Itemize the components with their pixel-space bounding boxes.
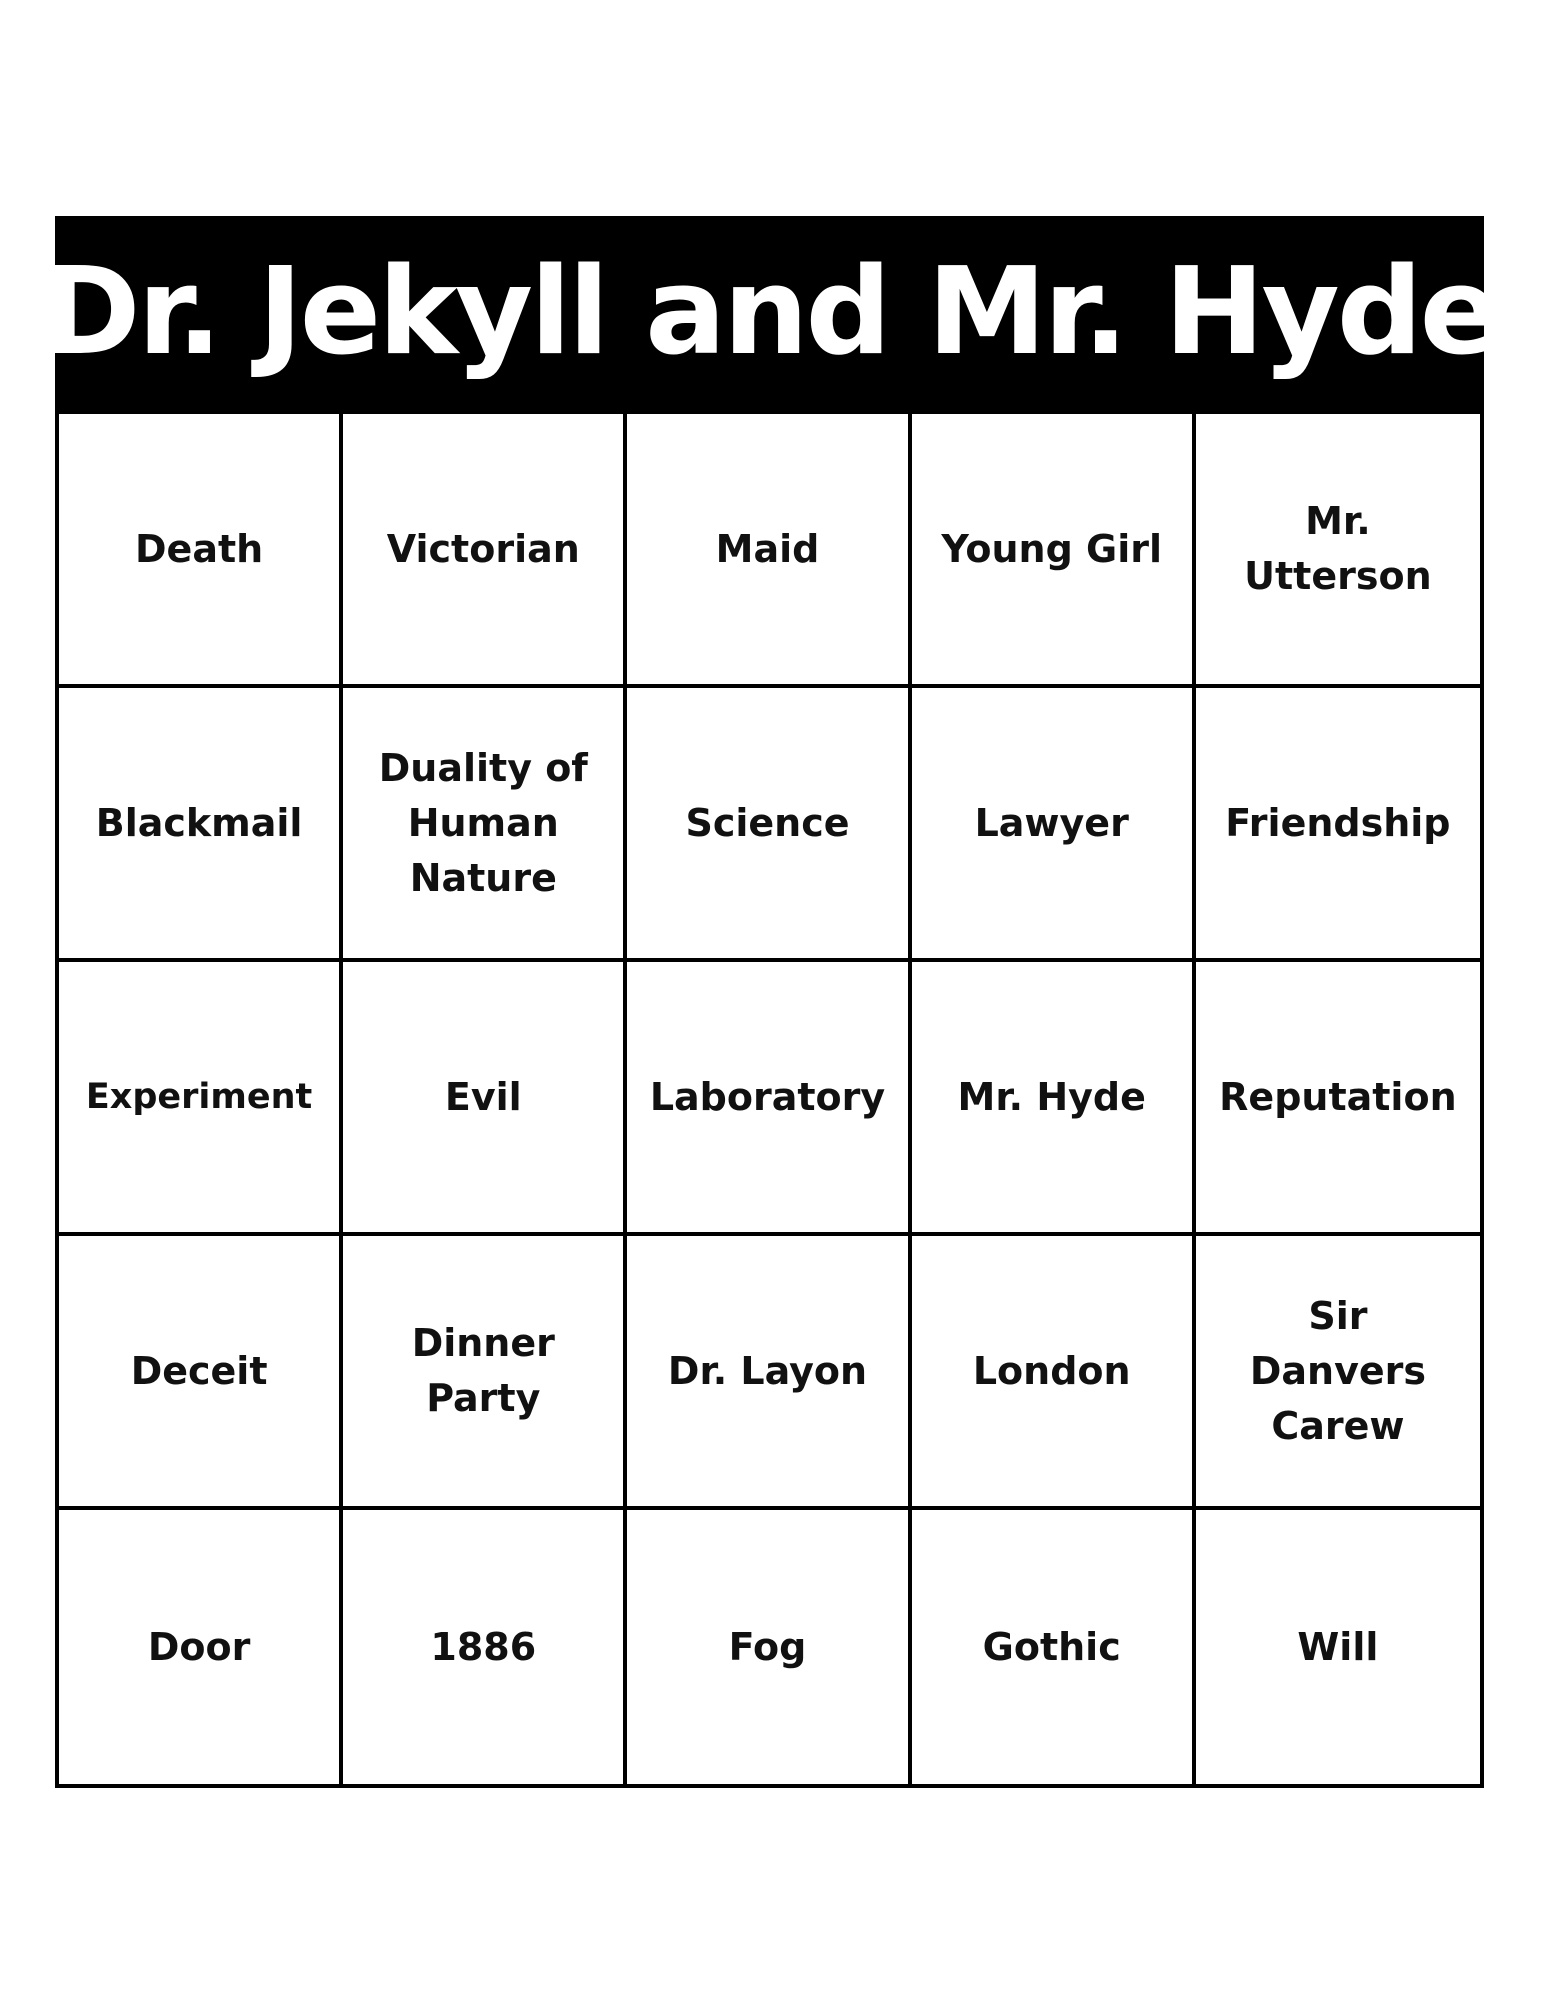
bingo-cell (59, 1236, 343, 1510)
cell-label: Dinner Party (411, 1321, 555, 1420)
cell-label: Dr. Layon (667, 1348, 868, 1393)
card-title: Dr. Jekyll and Mr. Hyde (41, 242, 1499, 382)
cell-label: Young Girl (941, 526, 1163, 571)
bingo-cell (1196, 962, 1480, 1236)
cell-label: Fog (728, 1624, 807, 1669)
cell-label: Mr. Hyde (957, 1074, 1146, 1119)
bingo-cell (912, 688, 1196, 962)
cell-label: Laboratory (649, 1074, 886, 1119)
bingo-cell (627, 688, 911, 962)
bingo-cell (627, 962, 911, 1236)
title-bar (41, 220, 1499, 414)
cell-label: Science (685, 800, 850, 845)
cell-label: 1886 (430, 1624, 537, 1669)
bingo-cell (59, 962, 343, 1236)
cell-label: Blackmail (95, 800, 303, 845)
bingo-cell (627, 414, 911, 688)
cell-label: Gothic (982, 1624, 1121, 1669)
bingo-cell (912, 962, 1196, 1236)
cell-label: Death (135, 526, 264, 571)
cell-label: Maid (715, 526, 820, 571)
bingo-cell (1196, 688, 1480, 962)
bingo-cell (912, 414, 1196, 688)
cell-label: Deceit (130, 1348, 268, 1393)
cell-label: Will (1297, 1624, 1379, 1669)
bingo-cell (343, 688, 627, 962)
bingo-cell (59, 1510, 343, 1784)
bingo-cell (1196, 414, 1480, 688)
bingo-cell (1196, 1236, 1480, 1510)
bingo-card (41, 216, 1499, 1788)
cell-label: Victorian (386, 526, 580, 571)
cell-label: Evil (444, 1074, 522, 1119)
bingo-cell (1196, 1510, 1480, 1784)
cell-label: London (972, 1348, 1131, 1393)
bingo-cell (59, 688, 343, 962)
cell-label: Door (147, 1624, 251, 1669)
cell-label: Friendship (1225, 800, 1451, 845)
cell-label: Sir Danvers Carew (1249, 1293, 1426, 1448)
cell-label: Duality of Human Nature (378, 745, 588, 900)
bingo-cell (343, 414, 627, 688)
bingo-grid (59, 414, 1480, 1784)
bingo-cell (912, 1236, 1196, 1510)
bingo-cell (912, 1510, 1196, 1784)
bingo-cell (627, 1510, 911, 1784)
bingo-cell (343, 962, 627, 1236)
cell-label: Experiment (85, 1076, 313, 1117)
bingo-cell (343, 1236, 627, 1510)
bingo-cell (343, 1510, 627, 1784)
cell-label: Reputation (1219, 1074, 1457, 1119)
bingo-cell (59, 414, 343, 688)
cell-label: Lawyer (974, 800, 1129, 845)
cell-label: Mr. Utterson (1244, 499, 1432, 598)
bingo-cell (627, 1236, 911, 1510)
